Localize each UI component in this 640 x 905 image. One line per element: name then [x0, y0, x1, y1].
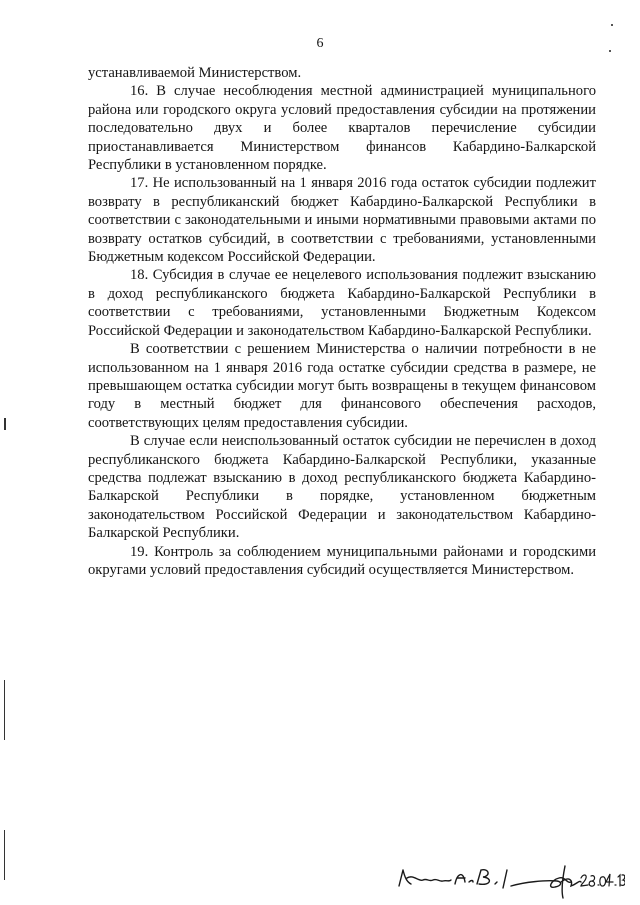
- paragraph-item-17: 17. Не использованный на 1 января 2016 года остаток субсидии подлежит возврату в республиканский бюджет Кабардино-Балкарской Республики в соответствии с законодательными и иными нормативными правовыми актами по возврату остатков субсидий, в соответствии с требованиями, установленными Бюджетным кодексом Российской Федерации.: [88, 175, 596, 266]
- scan-artifact-left-3: [4, 830, 5, 880]
- paragraph-unused-balance-recovery: В случае если неиспользованный остаток субсидии не перечислен в доход республиканского бюджета Кабардино-Балкарской Республики, указанные средства подлежат взысканию в доход республиканского бюджета Кабардино-Балкарской Республики в порядке, установленном бюджетным законодательством Российской Федерации и законодательством Кабардино-Балкарской Республики.: [88, 433, 596, 542]
- paragraph-item-18: 18. Субсидия в случае ее нецелевого использования подлежит взысканию в доход республиканского бюджета Кабардино-Балкарской Республики в соответствии с требованиями, установленными Бюджетным Кодексом Российской Федерации и законодательством Кабардино-Балкарской Республики.: [88, 267, 596, 339]
- paragraph-item-16: 16. В случае несоблюдения местной администрацией муниципального района или городского округа условий предоставления субсидии на протяжении последовательно двух и более кварталов перечисление субсидии приостанавливается Министерством финансов Кабардино-Балкарской Республики в установленном порядке.: [88, 83, 596, 174]
- document-body: [88, 64, 596, 579]
- page-number: 6: [316, 36, 324, 51]
- paragraph-item-19: 19. Контроль за соблюдением муниципальными районами и городскими округами условий предоставления субсидий осуществляется Министерством.: [88, 543, 596, 578]
- paragraph-unused-balance-return: В соответствии с решением Министерства о наличии потребности в не использованном на 1 января 2016 года остатке субсидии средства в размере, не превышающем остатка субсидии могут быть возвращены в текущем финансовом году в местный бюджет для финансового обеспечения расходов, соответствующих целям предоставления субсидии.: [88, 341, 596, 431]
- handwritten-signature: [385, 860, 625, 902]
- scan-artifact-corner-1: [611, 24, 613, 26]
- scan-artifact-left-1: [4, 418, 6, 430]
- scan-artifact-left-2: [4, 680, 5, 740]
- paragraph-continuation: устанавливаемой Министерством.: [88, 65, 302, 81]
- signature-block: [385, 860, 625, 902]
- scan-artifact-corner-2: [609, 50, 611, 52]
